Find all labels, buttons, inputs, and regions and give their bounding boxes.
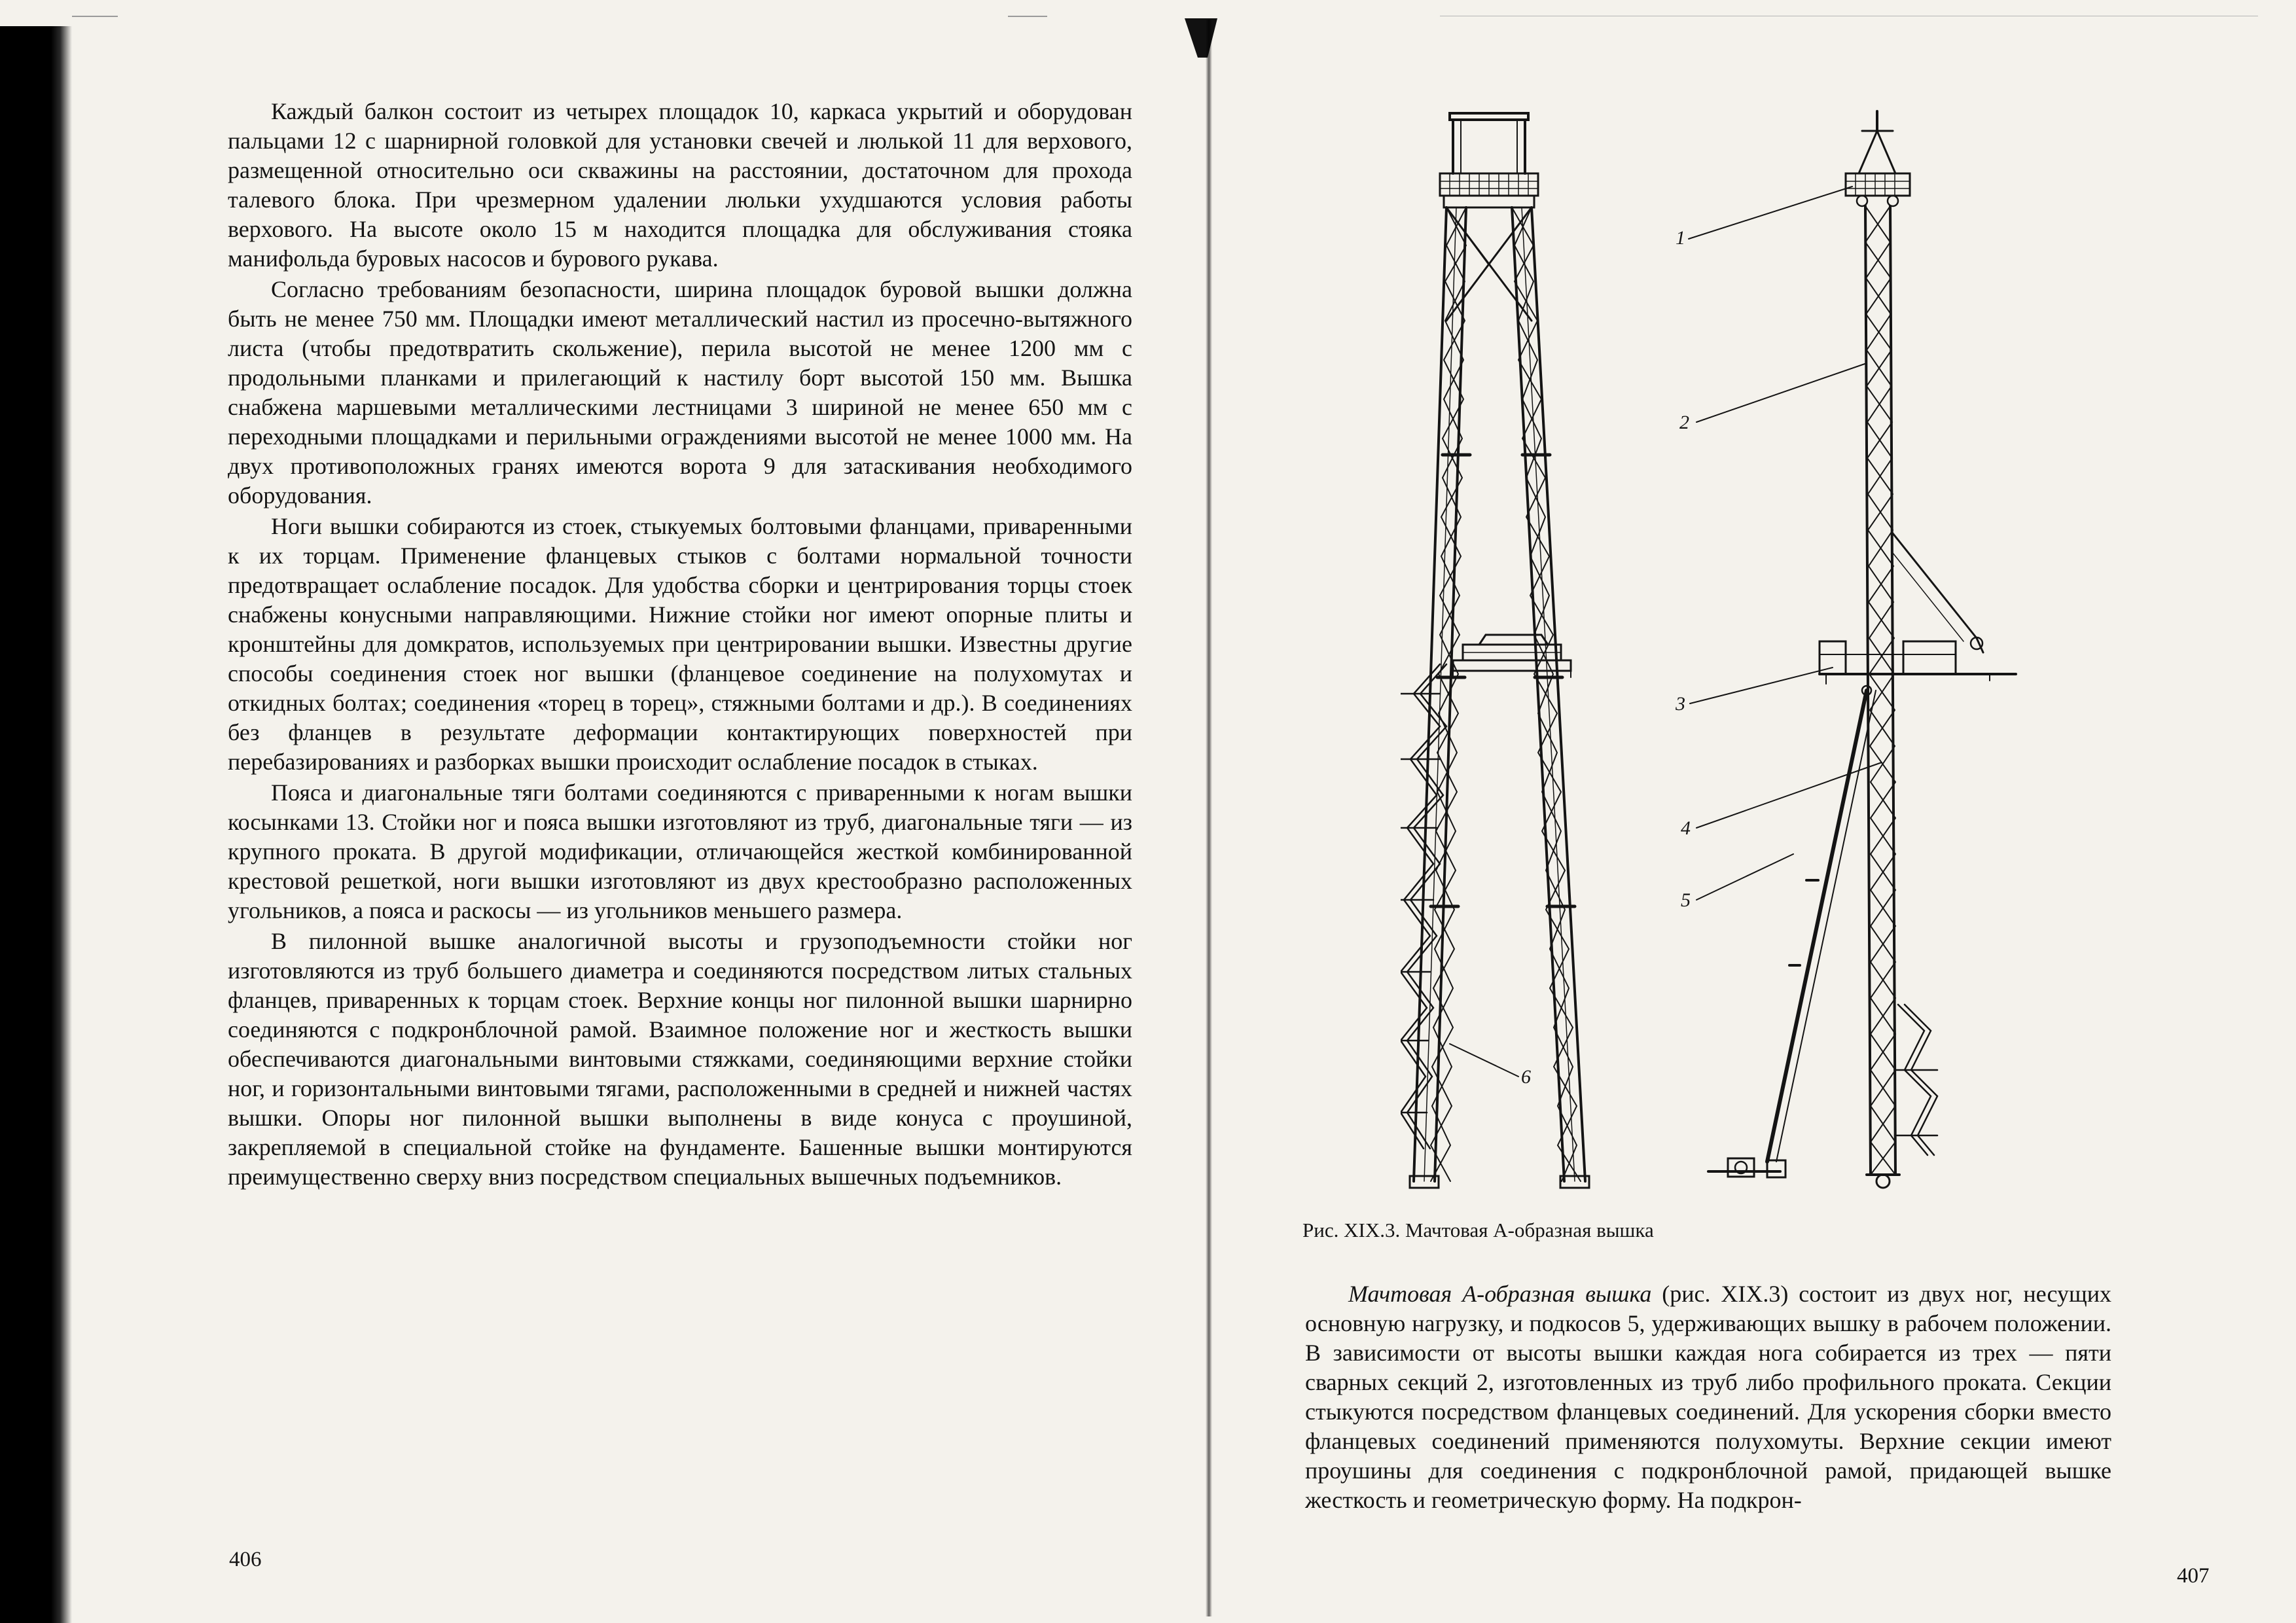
figure-label: 5 xyxy=(1681,889,1691,911)
paragraph: Ноги вышки собираются из стоек, стыкуемых болтовыми фланцами, приваренными к их торцам. Применение фланцевых стыков с болтами нормальной точности предотвращает ослабление посадок. Для удобства сборки и центрирования торцы стоек снабжены конусными направляющими. Нижние стойки ног имеют опорные плиты и кронштейны для домкратов, используемых при центрировании вышки. Известны другие способы соединения стоек ног вышки (фланцевое соединение на полухомутах и откидных болтах; соединения «торец в торец», стяжными болтами и др.). В соединениях без фланцев в результате деформации контактирующих поверхностей при перебазированиях и разборках вышки происходит ослабление посадок в стыках. xyxy=(228,513,1132,775)
scan-rule xyxy=(1008,16,1047,17)
page-number: 406 xyxy=(229,1548,262,1571)
figure-label: 3 xyxy=(1676,693,1685,715)
scan-rule xyxy=(72,16,118,17)
left-page-text xyxy=(228,97,1132,1192)
side-view-derrick xyxy=(1708,111,2016,1188)
paragraph: Пояса и диагональные тяги болтами соединяются с приваренными к ногам вышки косынками 13. Стойки ног и пояса вышки изготовляют из труб, диагональные тяги — из крупного проката. В другой модификации, отличающейся жесткой комбинированной крестовой решеткой, ноги вышки изготовляют из двух крестообразно расположенных угольников, а пояса и раскосы — из угольников меньшего размера. xyxy=(228,779,1132,923)
right-page-text xyxy=(1305,1279,2111,1515)
binding-shadow xyxy=(0,26,72,1623)
paragraph: В пилонной вышке аналогичной высоты и грузоподъемности стойки ног изготовляются из труб большего диаметра и соединяются посредством литых стальных фланцев, приваренных к торцам стоек. Верхние концы ног пилонной вышки шарнирно соединяются с подкронблочной рамой. Взаимное положение ног и жесткость вышки обеспечиваются диагональными винтовыми стяжками, соединяющими верхние стойки ног, и горизонтальными винтовыми тягами, расположенными в средней и нижней частях вышки. Опоры ног пилонной вышки выполнены в виде конуса с проушиной, закрепляемой в специальной стойке на фундаменте. Башенные вышки монтируются преимущественно сверху вниз посредством специальных вышечных подъемников. xyxy=(228,928,1132,1190)
paragraph: Согласно требованиям безопасности, ширина площадок буровой вышки должна быть не менее 750 мм. Площадки имеют металлический настил из просечно-вытяжного листа (чтобы предотвратить скольжение), перила высотой не менее 1200 мм с продольными планками и прилегающий к настилу борт высотой 150 мм. Вышка снабжена маршевыми металлическими лестницами 3 шириной не менее 650 мм с переходными площадками и перильными ограждениями высотой не менее 1000 мм. На двух противоположных гранях имеются ворота 9 для затаскивания необходимого оборудования. xyxy=(228,276,1132,508)
right-page xyxy=(1211,0,2296,1623)
figure-label: 1 xyxy=(1676,227,1685,249)
figure-caption: Рис. XIX.3. Мачтовая А-образная вышка xyxy=(1302,1219,1654,1241)
figure-label: 4 xyxy=(1681,817,1691,839)
a-frame-derrick xyxy=(1401,113,1589,1188)
figure-label: 2 xyxy=(1679,412,1689,433)
derrick-figure xyxy=(1401,101,2062,1201)
paragraph-rest: (рис. XIX.3) состоит из двух ног, несущих основную нагрузку, и подкосов 5, удерживающих вышку в рабочем положении. В зависимости от высоты вышки каждая нога собирается из трех — пяти сварных секций 2, изготовленных из труб либо профильного проката. Секции стыкуются посредством фланцевых соединений. Для ускорения сборки вместо фланцевых соединений применяются полухомуты. Верхние секции имеют проушины для соединения с подкронблочной рамой, придающей вышке жесткость и геометрическую форму. На подкрон- xyxy=(1305,1281,2111,1513)
page-number: 407 xyxy=(2177,1564,2210,1588)
paragraph: Каждый балкон состоит из четырех площадок 10, каркаса укрытий и оборудован пальцами 12 с шарнирной головкой для установки свечей и люлькой 11 для верхового, размещенной относительно оси скважины на расстоянии, достаточном для прохода талевого блока. При чрезмерном удалении люльки ухудшаются условия работы верхового. На высоте около 15 м находится площадка для обслуживания стояка манифольда буровых насосов и бурового рукава. xyxy=(228,98,1132,272)
paragraph-lead: Мачтовая А-образная вышка xyxy=(1348,1281,1652,1307)
leader-lines xyxy=(1450,187,1882,1077)
figure-label: 6 xyxy=(1521,1066,1531,1088)
